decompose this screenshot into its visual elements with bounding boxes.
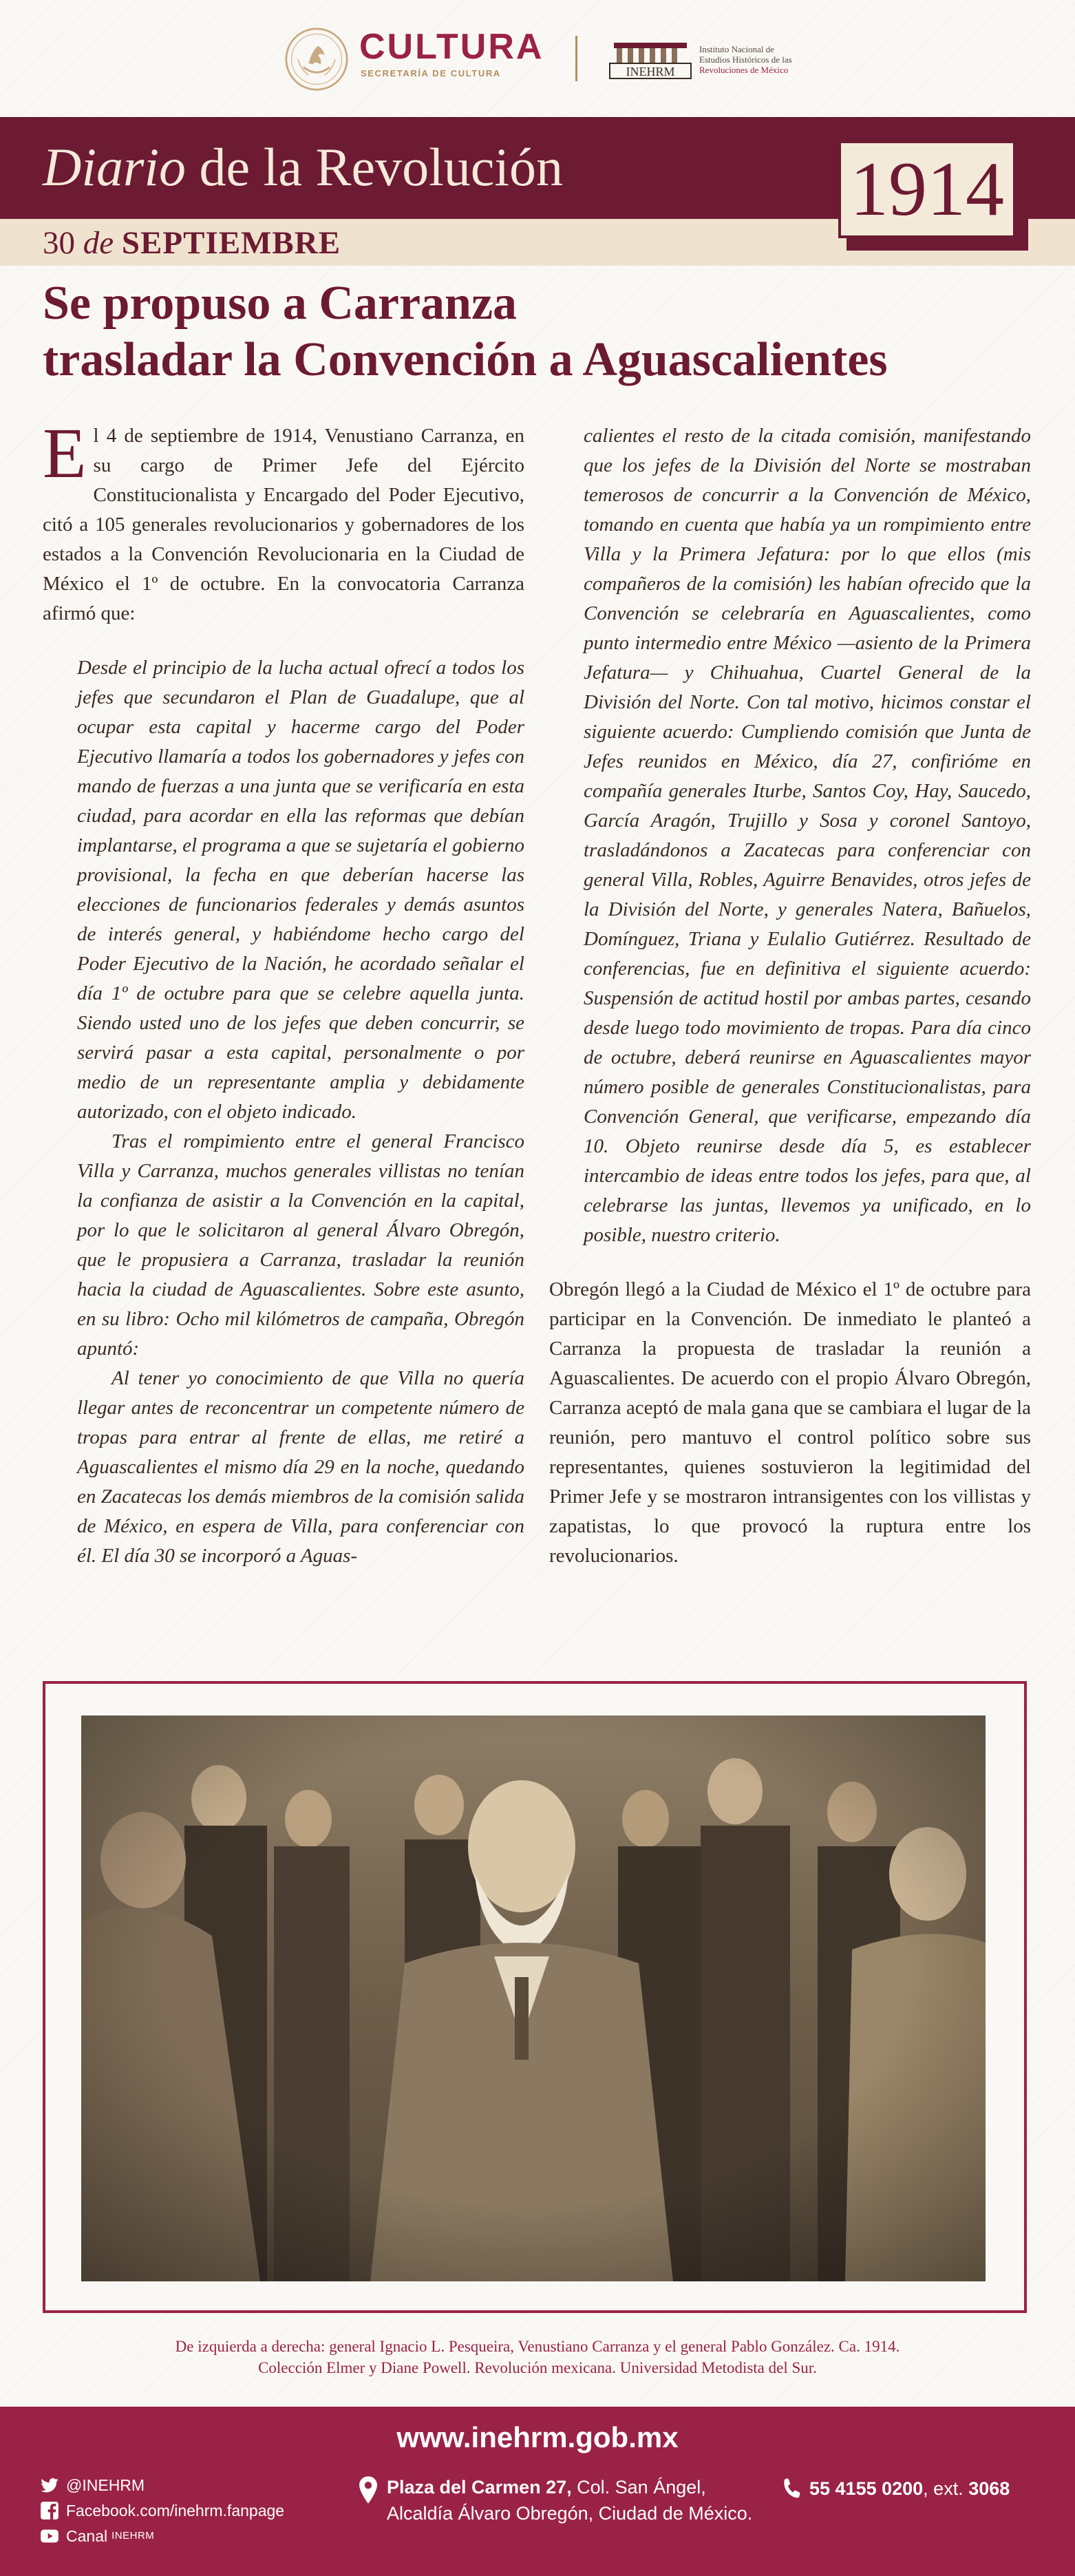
year-badge: 1914: [850, 147, 1004, 232]
inehrm-institution-name: [699, 44, 837, 75]
logo-separator: [575, 36, 577, 81]
quote-carranza: Desde el principio de la lucha actual ofrecí a todos los jefes que secundaron el Plan de Guadalupe, que al ocupar esta capital y hacerme cargo del Poder Ejecutivo llamaría a todos los gobernadores y jefes con mando de fuerzas a una junta que se verificaría en esta ciudad, para acordar en ella las reformas que debían implantarse, el programa a que se sujetaría el gobierno provisional, la fecha en que deberían hacerse las elecciones de funcionarios federales y demás asuntos de interés general, y habiéndome hecho cargo del Poder Ejecutivo de la Nación, he acordado señalar el día 1º de octubre para que se celebre aquella junta. Siendo usted uno de los jefes que deben concurrir, se servirá pasar a esta capital, personalmente o por medio de un representante amplia y debidamente autorizado, con el objeto indicado.: [77, 657, 524, 1123]
phone-number[interactable]: [809, 2475, 1010, 2502]
twitter-handle: @INEHRM: [66, 2476, 145, 2494]
address: [387, 2474, 752, 2526]
page-title: [43, 137, 564, 197]
quote-obregon-start: Al tener yo conocimiento de que Villa no quería llegar antes de reconcentrar un competente número de tropas para entrar al frente de ellas, me retiré a Aguascalientes el mismo día 29 en la noche, quedando en Zacatecas los demás miembros de la comisión salida de México, en espera de Villa, para conferenciar con él. El día 30 se incorporó a Aguas-: [77, 1367, 524, 1567]
paragraph-rompimiento: Tras el rompimiento entre el general Francisco Villa y Carranza, muchos generales villistas no tenían la confianza de asistir a la Convención en la capital, por lo que le solicitaron al general Álvaro Obregón, que le propusiera a Carranza, trasladar la reunión hacia la ciudad de Aguascalientes. Sobre este asunto, en su libro: Ocho mil kilómetros de campaña, Obregón apuntó:: [77, 1130, 524, 1360]
historical-photo: [81, 1715, 986, 2281]
phone-ext-label: , ext.: [923, 2478, 969, 2499]
article-closing: Obregón llegó a la Ciudad de México el 1º de octubre para participar en la Convención. De inmediato le planteó a Carranza la propuesta de trasladar la reunión a Aguascalientes. De acuerdo con el propio Álvaro Obregón, Carranza aceptó de mala gana que se cambiara el lugar de la reunión, pero mantuvo el control político sobre sus representantes, quienes sostuvieron la legitimidad del Primer Jefe y se mostraron intransigentes con los villistas y zapatistas, lo que provocó la ruptura entre los revolucionarios.: [549, 1278, 1031, 1567]
phone-extension: 3068: [968, 2478, 1010, 2499]
article-column-right: [549, 421, 1031, 1571]
inehrm-building-logo: [606, 40, 695, 80]
drop-cap: E: [43, 414, 87, 493]
facebook-icon: [40, 2501, 59, 2520]
page-title-italic: Diario: [43, 137, 187, 197]
phone-icon: [782, 2477, 802, 2500]
date-day: 30: [43, 225, 75, 261]
youtube-icon: [40, 2526, 59, 2546]
inehrm-line-1: Instituto Nacional de: [699, 44, 775, 54]
date-de: de: [75, 225, 122, 261]
address-line-1: [387, 2474, 752, 2500]
photo-caption-line-2: Colección Elmer y Diane Powell. Revolución mexicana. Universidad Metodista del Sur.: [258, 2359, 817, 2376]
twitter-icon: [40, 2475, 59, 2495]
cultura-logo-subtitle: SECRETARÍA DE CULTURA: [361, 68, 501, 78]
youtube-label: Canal: [66, 2527, 108, 2545]
article-column-left: [43, 414, 524, 1571]
date-line: [43, 224, 341, 262]
twitter-link[interactable]: [40, 2475, 145, 2495]
headline-line-1: Se propuso a Carranza: [43, 277, 518, 330]
headline: [43, 275, 1047, 388]
inehrm-logo-text: INEHRM: [626, 65, 675, 78]
article-intro: [43, 414, 524, 629]
address-street: Plaza del Carmen 27,: [387, 2477, 572, 2498]
inehrm-line-2: Estudios Históricos de las: [699, 54, 792, 65]
page-title-rest: de la Revolución: [186, 137, 564, 197]
inehrm-line-3: Revoluciones de México: [699, 65, 789, 75]
address-colonia: Col. San Ángel,: [571, 2477, 706, 2498]
photo-caption: [43, 2336, 1032, 2378]
cultura-logo-word: CULTURA: [359, 27, 544, 67]
mexican-seal-icon: [284, 26, 350, 92]
location-pin-icon: [358, 2475, 379, 2504]
youtube-link[interactable]: [40, 2526, 154, 2546]
address-line-2: Alcaldía Álvaro Obregón, Ciudad de México.: [387, 2503, 753, 2524]
youtube-channel-name: INEHRM: [111, 2530, 155, 2542]
website-link[interactable]: www.inehrm.gob.mx: [396, 2421, 679, 2453]
headline-line-2: trasladar la Convención a Aguascalientes: [43, 333, 888, 386]
photo-caption-line-1: De izquierda a derecha: general Ignacio L. Pesqueira, Venustiano Carranza y el general Pablo González. Ca. 1914.: [175, 2338, 900, 2355]
date-month: SEPTIEMBRE: [121, 225, 341, 261]
article-intro-text: l 4 de septiembre de 1914, Venustiano Carranza, en su cargo de Primer Jefe del Ejército Constitucionalista y Encargado del Poder Ejecutivo, citó a 105 generales revolucionarios y gobernadores de los estados a la Convención Revolucionaria en la Ciudad de México el 1º de octubre. En la convocatoria Carranza afirmó que:: [43, 425, 524, 624]
facebook-link[interactable]: [40, 2500, 284, 2521]
facebook-url: Facebook.com/inehrm.fanpage: [66, 2502, 285, 2520]
quote-obregon-continued: calientes el resto de la citada comisión, manifestando que los jefes de la División del Norte se mostraban temerosos de concurrir a la Convención de México, tomando en cuenta que había ya un rompimiento entre Villa y la Primera Jefatura: por lo que ellos (mis compañeros de la comisión) les habían ofrecido que la Convención se celebraría en Aguascalientes, como punto intermedio entre México —asiento de la Primera Jefatura— y Chihuahua, Cuartel General de la División del Norte. Con tal motivo, hicimos constar el siguiente acuerdo: Cumpliendo comisión que Junta de Jefes reunidos en México, día 27, confirióme en compañía generales Iturbe, Santos Coy, Hay, Saucedo, García Aragón, Trujillo y Sosa y coronel Santoyo, trasladándonos a Zacatecas para conferenciar con general Villa, Robles, Aguirre Benavides, otros jefes de la División del Norte, y generales Natera, Bañuelos, Domínguez, Triana y Eulalio Gutiérrez. Resultado de conferencias, fue en definitiva el siguiente acuerdo: Suspensión de actitud hostil por ambas partes, cesando desde luego todo movimiento de tropas. Para día cinco de octubre, deberá reunirse en Aguascalientes mayor número posible de generales Constitucionalistas, para Convención General, que verificarse, empezando día 10. Objeto reunirse desde día 5, es establecer intercambio de ideas entre todos los jefes, para que, al celebrarse las juntas, llevemos ya unificado, en lo posible, nuestro criterio.: [584, 425, 1031, 1246]
phone-main: 55 4155 0200: [809, 2478, 924, 2499]
